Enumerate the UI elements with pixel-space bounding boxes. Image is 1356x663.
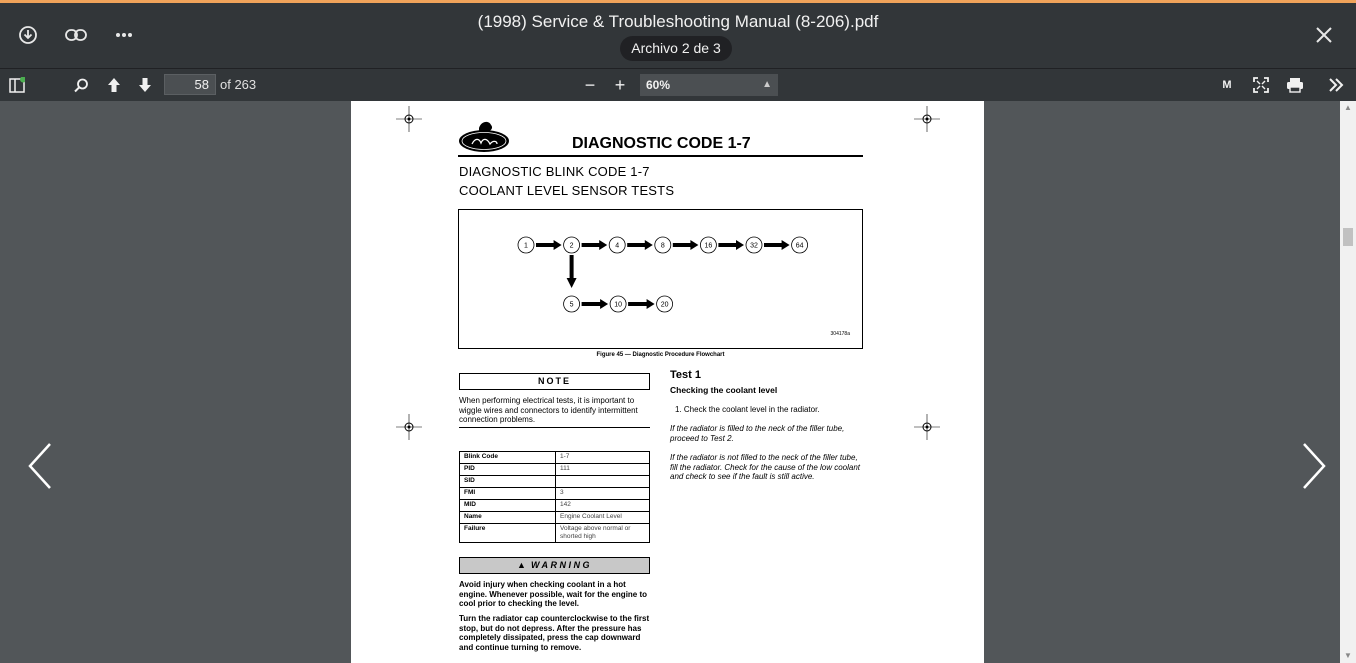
notification-dot [20, 77, 25, 83]
scroll-down-icon[interactable]: ▼ [1344, 651, 1352, 660]
document-title: (1998) Service & Troubleshooting Manual (8-206).pdf [477, 12, 879, 31]
flow-arrow [628, 299, 655, 309]
warning-text-1: Avoid injury when checking coolant in a hot engine. Whenever possible, wait for the engine to cool prior to checking the level. [459, 580, 648, 608]
select-caret-icon: ▲ [762, 79, 772, 90]
flow-arrow [673, 240, 699, 250]
page-subtitle-1: DIAGNOSTIC BLINK CODE 1-7 [459, 164, 650, 179]
print-icon[interactable] [1285, 75, 1305, 95]
previous-file-arrow-icon[interactable] [26, 441, 56, 491]
registration-mark-icon [394, 412, 424, 442]
flow-node-label: 4 [615, 242, 620, 250]
info-table-key: Blink Code [460, 452, 556, 464]
flowchart-figure [458, 209, 863, 349]
note-heading: NOTE [459, 373, 650, 390]
vertical-scrollbar[interactable] [1340, 101, 1356, 663]
page-heading: DIAGNOSTIC CODE 1-7 [572, 135, 751, 152]
zoom-value: 60% [646, 78, 671, 92]
test-step: 1. Check the coolant level in the radiator. [675, 405, 820, 414]
figure-id: 304178a [830, 331, 850, 337]
info-table-row [460, 512, 650, 524]
info-table-key: MID [460, 500, 556, 512]
flow-node-label: 64 [795, 242, 804, 250]
flow-node-label: 10 [614, 301, 622, 309]
info-table-key: FMI [460, 488, 556, 500]
info-table-key: Name [460, 512, 556, 524]
info-table-value: 142 [556, 500, 650, 512]
flow-node-label: 2 [569, 242, 574, 250]
flow-arrow [567, 255, 577, 288]
page-subtitle-2: COOLANT LEVEL SENSOR TESTS [459, 183, 675, 198]
info-table-key: SID [460, 476, 556, 488]
info-table-key: PID [460, 464, 556, 476]
previous-page-icon[interactable] [105, 75, 123, 95]
fullscreen-icon[interactable] [1252, 75, 1270, 95]
sidebar-toggle-icon[interactable] [8, 75, 26, 95]
flowchart-diagram [459, 210, 862, 348]
warning-title: WARNING [530, 560, 592, 570]
flow-arrow [582, 299, 609, 309]
document-viewer[interactable] [0, 101, 1356, 663]
info-table-row [460, 476, 650, 488]
flow-arrow [627, 240, 653, 250]
test-if-filled: If the radiator is filled to the neck of the filler tube, proceed to Test 2. [670, 424, 845, 443]
pdf-toolbar [0, 68, 1356, 101]
note-rule [459, 427, 650, 428]
flow-arrow [582, 240, 608, 250]
info-table-value: Engine Coolant Level [556, 512, 650, 524]
page-number-input[interactable]: 58 [164, 74, 216, 95]
scroll-up-icon[interactable]: ▲ [1344, 103, 1352, 112]
registration-mark-icon [394, 104, 424, 134]
info-table-value [556, 476, 650, 488]
flow-arrow [536, 240, 562, 250]
test-title: Test 1 [670, 369, 701, 381]
info-table-value: Voltage above normal or shorted high [556, 524, 650, 543]
note-text: When performing electrical tests, it is important to wiggle wires and connectors to identify intermittent connection problems. [459, 396, 638, 424]
flow-node-label: 32 [750, 242, 758, 250]
heading-rule [458, 155, 863, 157]
page-count-label: of 263 [220, 77, 257, 92]
info-table-value: 3 [556, 488, 650, 500]
zoom-in-button[interactable]: + [614, 74, 626, 95]
flow-node-label: 8 [660, 242, 665, 250]
info-table-value: 111 [556, 464, 650, 476]
test-if-not-filled: If the radiator is not filled to the neck of the filler tube, fill the radiator. Check for the cause of the low coolant and check to see if the fault is still active. [670, 453, 861, 481]
flow-arrow [764, 240, 790, 250]
warning-triangle-icon: ▲ [517, 560, 526, 570]
zoom-select[interactable] [640, 74, 778, 96]
scrollbar-thumb[interactable] [1343, 228, 1353, 246]
figure-caption: Figure 45 — Diagnostic Procedure Flowchart [596, 352, 725, 358]
info-table-value: 1-7 [556, 452, 650, 464]
registration-mark-icon [912, 104, 942, 134]
flow-node-label: 1 [524, 242, 528, 250]
info-table-row [460, 500, 650, 512]
flow-node-label: 5 [569, 301, 574, 309]
warning-heading [459, 557, 650, 574]
mack-logo [457, 119, 511, 155]
viewer-titlebar [0, 3, 1356, 67]
flow-node-label: 16 [704, 242, 713, 250]
next-file-arrow-icon[interactable] [1298, 441, 1328, 491]
test-subtitle: Checking the coolant level [670, 385, 778, 395]
info-table-row [460, 464, 650, 476]
info-table-row [460, 524, 650, 543]
info-table-row [460, 488, 650, 500]
info-table-row [460, 452, 650, 464]
zoom-out-button[interactable]: − [584, 74, 596, 95]
search-icon[interactable] [72, 75, 90, 95]
flow-arrow [718, 240, 744, 250]
file-indicator: Archivo 2 de 3 [620, 36, 732, 61]
registration-mark-icon [912, 412, 942, 442]
info-table-key: Failure [460, 524, 556, 543]
pdf-page [351, 101, 984, 663]
warning-text-2: Turn the radiator cap counterclockwise to the first stop, but do not depress. After the pressure has completely dissipated, press the cap downward and continue turning to remove. [459, 614, 650, 652]
flow-node-label: 20 [660, 301, 669, 309]
diagnostic-info-table [459, 451, 650, 543]
double-chevron-right-icon[interactable] [1326, 75, 1346, 95]
close-icon[interactable] [1312, 23, 1336, 47]
next-page-icon[interactable] [136, 75, 154, 95]
mode-button[interactable]: M [1222, 79, 1232, 91]
